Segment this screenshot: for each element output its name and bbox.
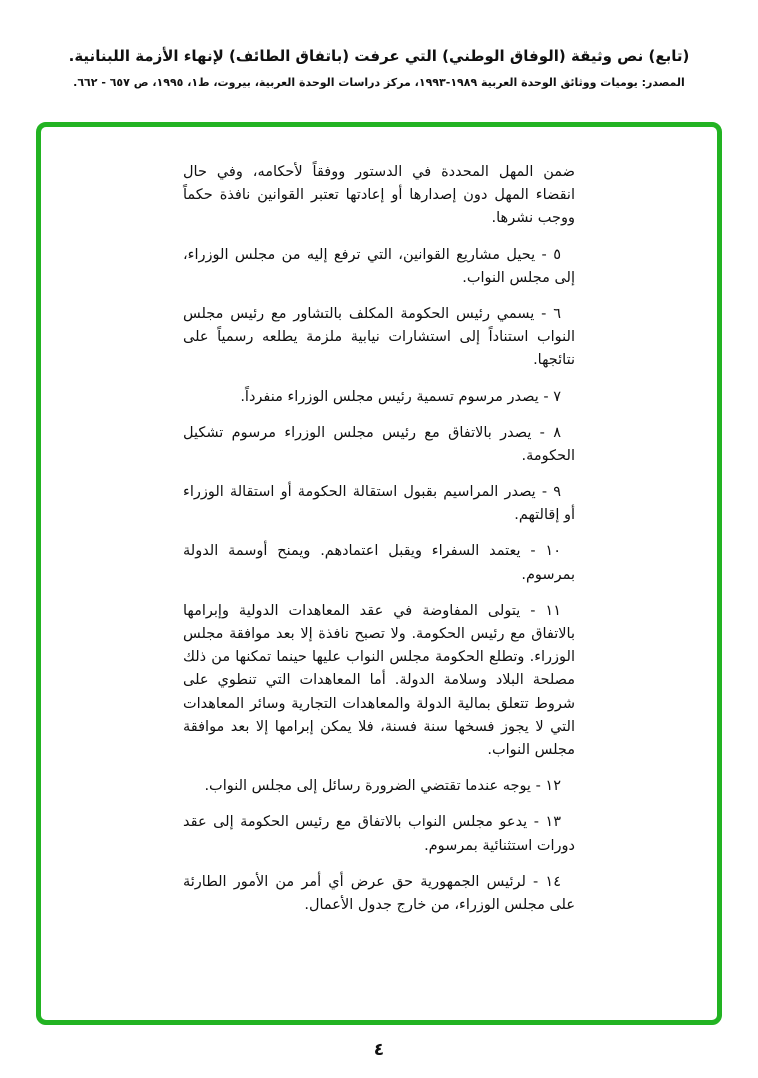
paragraph-clause-12: ١٢ - يوجه عندما تقتضي الضرورة رسائل إلى مجلس النواب. <box>204 778 561 795</box>
paragraph-clause-6: ٦ - يسمي رئيس الحكومة المكلف بالتشاور مع رئيس مجلس النواب استناداً إلى استشارات نيابية ملزمة يطلعه رسمياً على نتائجها. <box>183 305 575 369</box>
paragraph-clause-7: ٧ - يصدر مرسوم تسمية رئيس مجلس الوزراء منفرداً. <box>240 388 561 405</box>
source-citation: المصدر: يوميات ووثائق الوحدة العربية ١٩٨٩-١٩٩٣، مركز دراسات الوحدة العربية، بيروت، ط١، ١٩٩٥، ص ٦٥٧ - ٦٦٢. <box>73 76 685 89</box>
document-title: (تابع) نص وثيقة (الوفاق الوطني) التي عرفت (باتفاق الطائف) لإنهاء الأزمة اللبنانية. <box>68 47 690 65</box>
paragraph-clause-13: ١٣ - يدعو مجلس النواب بالاتفاق مع رئيس الحكومة إلى عقد دورات استثنائية بمرسوم. <box>183 814 575 854</box>
paragraph-clause-11: ١١ - يتولى المفاوضة في عقد المعاهدات الدولية وإبرامها بالاتفاق مع رئيس الحكومة. ولا تصبح نافذة إلا بعد موافقة مجلس الوزراء. وتطلع الحكومة مجلس النواب عليها حينما تمكنها من ذلك مصلحة البلاد وسلامة الدولة. أما المعاهدات التي تنطوي على شروط تتعلق بمالية الدولة والمعاهدات التجارية وسائر المعاهدات التي لا يجوز فسخها سنة فسنة، فلا يمكن إبرامها إلا بعد موافقة مجلس النواب. <box>183 602 575 758</box>
page-number: ٤ <box>373 1040 385 1060</box>
green-frame <box>36 122 722 1025</box>
paragraph-clause-5: ٥ - يحيل مشاريع القوانين، التي ترفع إليه من مجلس الوزراء، إلى مجلس النواب. <box>183 246 575 286</box>
paragraph-clause-10: ١٠ - يعتمد السفراء ويقبل اعتمادهم. ويمنح أوسمة الدولة بمرسوم. <box>183 543 575 583</box>
paragraph-continuation: ضمن المهل المحددة في الدستور ووفقاً لأحكامه، وفي حال انقضاء المهل دون إصدارها أو إعادتها تعتبر القوانين نافذة حكماً ووجب نشرها. <box>183 164 575 227</box>
paragraph-clause-8: ٨ - يصدر بالاتفاق مع رئيس مجلس الوزراء مرسوم تشكيل الحكومة. <box>183 424 575 464</box>
paragraph-clause-9: ٩ - يصدر المراسيم بقبول استقالة الحكومة أو استقالة الوزراء أو إقالتهم. <box>183 484 575 524</box>
document-header <box>0 0 758 89</box>
document-body <box>183 161 575 917</box>
paragraph-clause-14: ١٤ - لرئيس الجمهورية حق عرض أي أمر من الأمور الطارئة على مجلس الوزراء، من خارج جدول الأعمال. <box>183 873 575 913</box>
